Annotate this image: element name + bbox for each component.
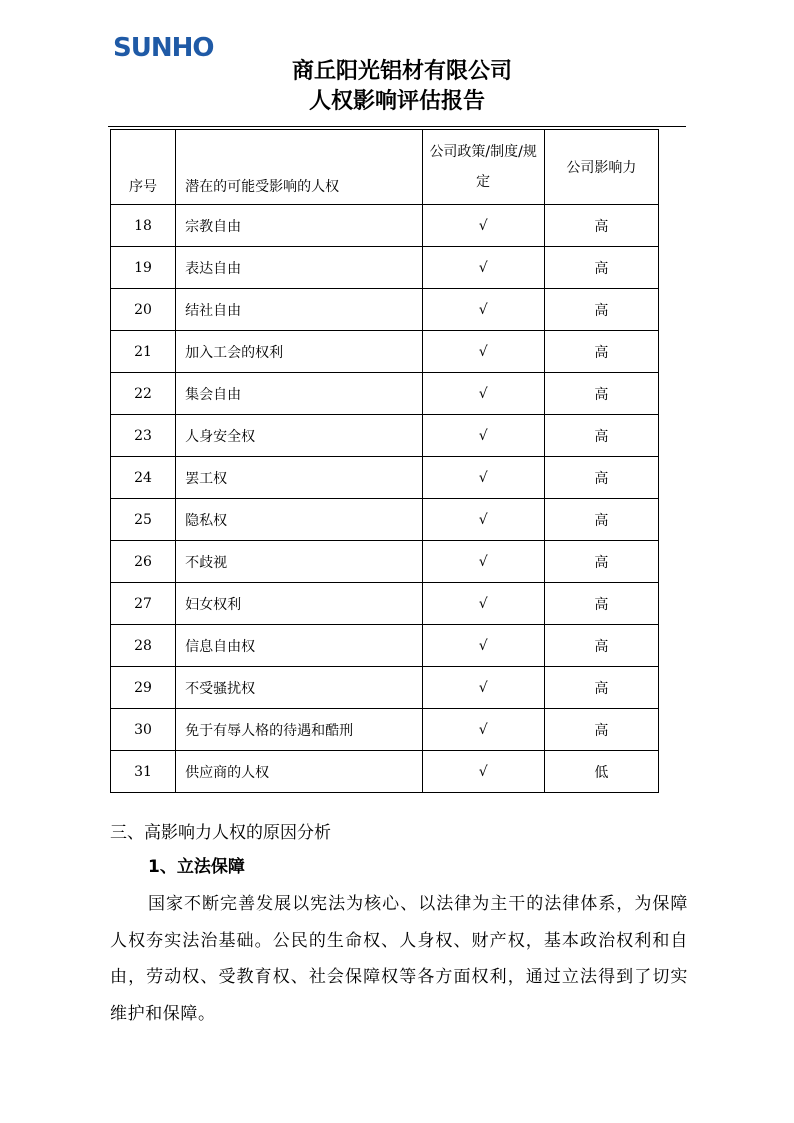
document-title: 商丘阳光铝材有限公司 [291,59,512,84]
row-impact: 高 [544,415,658,457]
table-row [111,205,659,247]
table-row [111,247,659,289]
row-impact: 高 [544,373,658,415]
section-heading: 三、高影响力人权的原因分析 [110,823,331,843]
row-right: 免于有辱人格的待遇和酷刑 [176,709,422,751]
row-policy-check: √ [422,247,544,289]
row-number: 27 [111,583,176,625]
row-policy-check: √ [422,373,544,415]
row-impact: 高 [544,583,658,625]
table-row [111,541,659,583]
row-number: 26 [111,541,176,583]
table-header-row [111,130,659,205]
row-policy-check: √ [422,415,544,457]
row-right: 集会自由 [176,373,422,415]
row-number: 31 [111,751,176,793]
table-row [111,457,659,499]
row-right: 供应商的人权 [176,751,422,793]
company-logo: SUNHO [113,33,214,63]
row-right: 隐私权 [176,499,422,541]
row-impact: 高 [544,205,658,247]
row-number: 30 [111,709,176,751]
row-policy-check: √ [422,667,544,709]
row-impact: 高 [544,667,658,709]
table-row [111,331,659,373]
row-number: 22 [111,373,176,415]
row-number: 24 [111,457,176,499]
row-policy-check: √ [422,205,544,247]
sub-heading: 1、立法保障 [148,857,245,877]
document-subtitle: 人权影响评估报告 [308,89,485,114]
row-right: 加入工会的权利 [176,331,422,373]
row-right: 结社自由 [176,289,422,331]
body-paragraph: 国家不断完善发展以宪法为核心、以法律为主干的法律体系，为保障人权夯实法治基础。公民的生命权、人身权、财产权，基本政治权利和自由，劳动权、受教育权、社会保障权等各方面权利，通过立法得到了切实维护和保障。 [110,894,688,1024]
row-policy-check: √ [422,499,544,541]
row-right: 宗教自由 [176,205,422,247]
table-row [111,667,659,709]
row-impact: 高 [544,541,658,583]
header-no: 序号 [111,130,176,205]
table-row [111,289,659,331]
row-impact: 低 [544,751,658,793]
row-right: 信息自由权 [176,625,422,667]
row-right: 不歧视 [176,541,422,583]
table-row [111,499,659,541]
header-impact: 公司影响力 [544,130,658,205]
row-number: 19 [111,247,176,289]
row-number: 25 [111,499,176,541]
header-right: 潜在的可能受影响的人权 [176,130,422,205]
row-impact: 高 [544,247,658,289]
table-row [111,373,659,415]
row-policy-check: √ [422,583,544,625]
row-policy-check: √ [422,331,544,373]
row-policy-check: √ [422,541,544,583]
row-impact: 高 [544,289,658,331]
row-right: 妇女权利 [176,583,422,625]
table-row [111,625,659,667]
row-impact: 高 [544,457,658,499]
row-number: 23 [111,415,176,457]
row-number: 28 [111,625,176,667]
row-number: 18 [111,205,176,247]
row-policy-check: √ [422,625,544,667]
table-row [111,751,659,793]
header-policy: 公司政策/制度/规定 [422,130,544,205]
header-divider [108,126,686,127]
row-number: 21 [111,331,176,373]
row-policy-check: √ [422,289,544,331]
row-right: 人身安全权 [176,415,422,457]
row-impact: 高 [544,625,658,667]
row-impact: 高 [544,709,658,751]
row-right: 表达自由 [176,247,422,289]
row-impact: 高 [544,331,658,373]
row-right: 不受骚扰权 [176,667,422,709]
row-policy-check: √ [422,709,544,751]
row-number: 20 [111,289,176,331]
row-policy-check: √ [422,751,544,793]
human-rights-table [110,129,659,793]
table-row [111,415,659,457]
row-policy-check: √ [422,457,544,499]
row-right: 罢工权 [176,457,422,499]
table-row [111,583,659,625]
row-impact: 高 [544,499,658,541]
row-number: 29 [111,667,176,709]
table-row [111,709,659,751]
